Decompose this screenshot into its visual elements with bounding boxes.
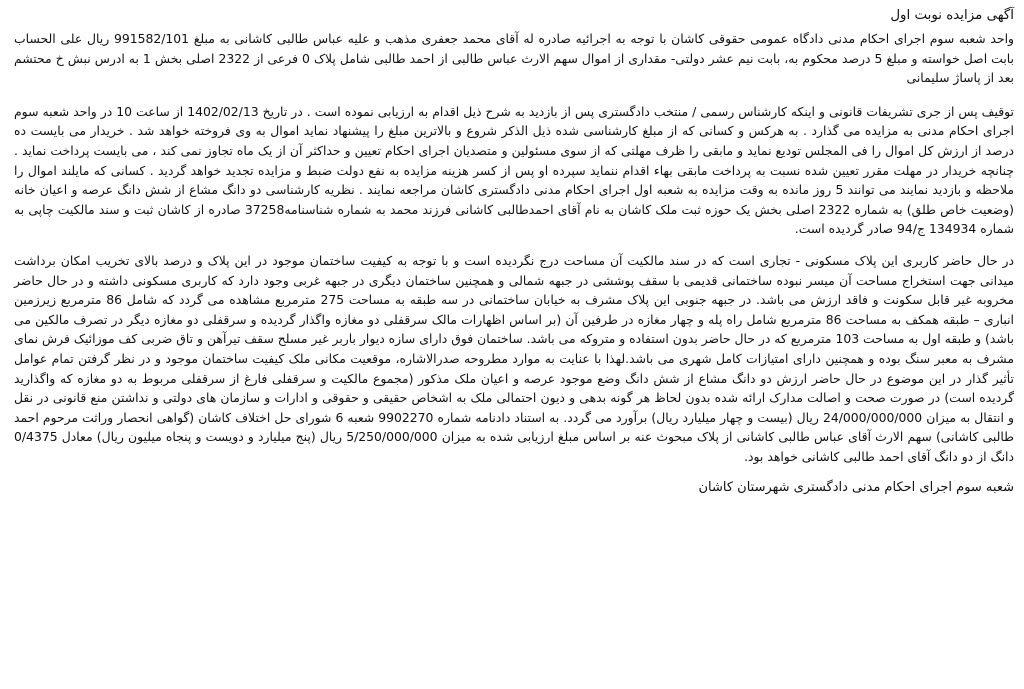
paragraph-spacer xyxy=(14,239,1014,251)
notice-paragraph-auction-terms: توقیف پس از جری تشریفات قانونی و اینکه کارشناس رسمی / منتخب دادگستری پس از بازدید به شرح ذیل اقدام به ارزیابی نموده است . در تاریخ 1402/02/13 از ساعت 10 در واحد شعبه سوم اجرای احکام مدنی به مزایده می گذارد . به هرکس و کسانی که از مبلغ کارشناسی شده ذیل الذکر شروع و بالاترین مبلغ را پیشنهاد نماید اموال به وی فروخته خواهد شد . خریدار می بایست ده درصد از ارزش کل اموال را فی المجلس تودیع نماید و مابقی را ظرف مهلتی که از سوی مسئولین و متصدیان اجرای احکام تعیین و حداکثر آن از یک ماه تجاوز نمی کند ، می بایست پرداخت نماید . چنانچه خریدار در مهلت مقرر تعیین شده نسبت به پرداخت مابقی بهاء اقدام ننماید سپرده او پس از کسر هزینه مزایده به نفع دولت ضبط و مزایده تجدید خواهد گردید . کسانی که مایلند اموال را ملاحظه و بازدید نمایند می توانند 5 روز مانده به وقت مزایده به شعبه اول اجرای احکام مدنی دادگستری کاشان مراجعه نمایند . نظریه کارشناسی دو دانگ مشاع از شش دانگ عرصه و اعیان خانه (وضعیت خاص طلق) به شماره 2322 اصلی بخش یک حوزه ثبت ملک کاشان به نام آقای احمدطالبی کاشانی فرزند محمد به شماره شناسنامه37258 صادره از کاشان ثبت و سند مالکیت چاپی به شماره 134934 ج/94 صادر گردیده است. xyxy=(14,103,1015,237)
issuer-signature-line: شعبه سوم اجرای احکام مدنی دادگستری شهرستان کاشان xyxy=(698,480,1014,496)
paragraph-spacer xyxy=(14,466,1014,478)
notice-title: آگهی مزایده نوبت اول xyxy=(890,8,1014,23)
notice-paragraph-intro: واحد شعبه سوم اجرای احکام مدنی دادگاه عمومی حقوقی کاشان با توجه به اجرائیه صادره له آقای محمد جعفری مذهب و علیه عباس طالبی کاشانی به مبلغ 991582/101 ریال علی الحساب بابت اصل خواسته و مبلغ 5 درصد محکوم به، بابت نیم عشر دولتی- مقداری از اموال سهم الارث عباس طالبی از احمد طالبی شامل پلاک 0 فرعی از 2322 اصلی بخش 1 به ادرس نبش خ محتشم بعد از پاساژ سلیمانی xyxy=(14,31,1015,86)
paragraph-spacer xyxy=(14,88,1014,102)
notice-paragraph-property-description: در حال حاضر کاربری این پلاک مسکونی - تجاری است که در سند مالکیت آن مساحت درج نگردیده است و با توجه به کیفیت ساختمان موجود در این پلاک و درصد بالای تخریب امکان برداشت میدانی جهت استخراج مساحت آن میسر نبوده ساختمانی قدیمی با سقف پوششی در جبهه شمالی و همچنین ساختمان دیگری در جبهه غربی وجود دارد که کاربری مسکونی داشته و در حال حاضر مخروبه غیر قابل سکونت و فاقد ارزش می باشد. در جبهه جنوبی این پلاک مشرف به خیابان ساختمانی در سه طبقه به مساحت 275 مترمربع مشاهده می گردد که شامل 86 مترمربع زیرزمین انباری – طبقه همکف به مساحت 86 مترمربع شامل راه پله و چهار مغازه در طرفین آن (بر اساس اظهارات مالک سرقفلی دو مغازه واگذار گردیده و سرقفلی دو مغازه دیگر در تصرف مالکین می باشد) و طبقه اول به مساحت 103 مترمربع که در حال حاضر بدون استفاده و متروکه می باشد. ساختمان فوق دارای سازه دیوار باربر غیر مسلح سقف تیرآهن و تاق ضربی کف موزائیک فرش نمای مشرف به معبر سنگ بوده و همچنین دارای امتیازات کامل شهری می باشد.لهذا با عنایت به موارد مطروحه صدرالاشاره، موقعیت مکانی ملک کیفیت ساختمان موجود و در نظر گرفتن تمام عوامل تأثیر گذار در این موضوع در حال حاضر ارزش دو دانگ مشاع از شش دانگ وضع موجود عرصه و اعیان ملک مذکور (مجموع مالکیت و سرقفلی فارغ از سرقفلی مربوط به دو مغازه که واگذارید گردیده است) در صورت صحت و اصالت مدارک ارائه شده بدون لحاظ هر گونه بدهی و دیون احتمالی ملک به اشخاص حقیقی و حقوقی و ادارات و سازمان های دولتی و نداشتن منع قانونی در نقل و انتقال به میزان 24/000/000/000 ریال (بیست و چهار میلیارد ریال) برآورد می گردد. به استناد دادنامه شماره 9902270 شعبه 6 شورای حل اختلاف کاشان (گواهی انحصار وراثت مرحوم احمد طالبی کاشانی) سهم الارث آقای عباس طالبی کاشانی از پلاک مبحوث عنه بر اساس مبلغ ارزیابی شده به میزان 5/250/000/000 ریال (پنج میلیارد و دویست و پنجاه میلیون ریال) معادل 0/4375 دانگ از دو دانگ آقای احمد طالبی کاشانی خواهد بود. xyxy=(14,252,1015,464)
